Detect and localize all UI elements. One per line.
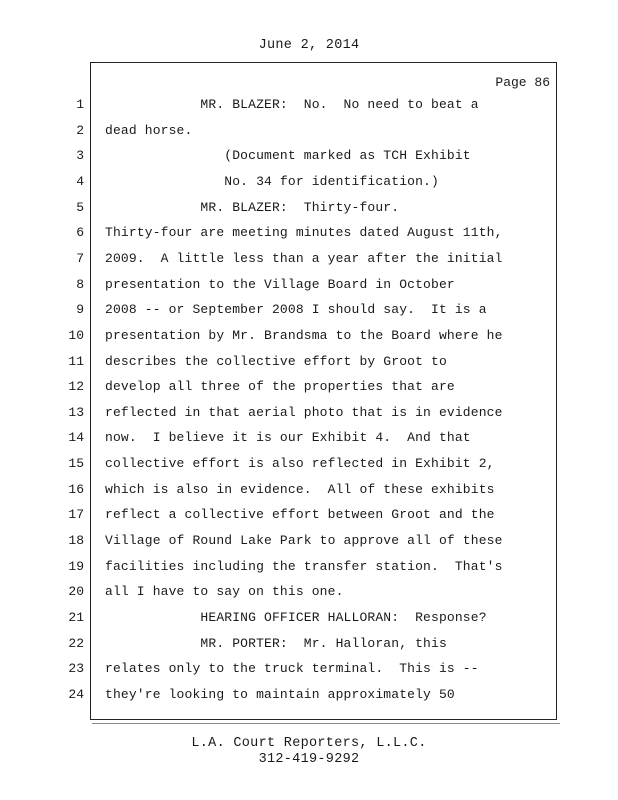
transcript-line-text: collective effort is also reflected in Exhibit 2, (105, 456, 495, 471)
transcript-line-text: all I have to say on this one. (105, 584, 344, 599)
line-number: 13 (68, 405, 84, 420)
line-number: 1 (76, 97, 84, 112)
transcript-line-text: develop all three of the properties that are (105, 379, 455, 394)
transcript-line-text: MR. PORTER: Mr. Halloran, this (105, 636, 447, 651)
line-number: 7 (76, 251, 84, 266)
line-number: 20 (68, 584, 84, 599)
transcript-line-text: facilities including the transfer station. That's (105, 559, 503, 574)
line-number: 23 (68, 661, 84, 676)
line-number: 19 (68, 559, 84, 574)
line-number: 3 (76, 148, 84, 163)
transcript-date: June 2, 2014 (258, 38, 360, 53)
line-number: 21 (68, 610, 84, 625)
transcript-line-text: 2009. A little less than a year after the initial (105, 251, 503, 266)
line-number: 22 (68, 636, 84, 651)
transcript-line-text: they're looking to maintain approximately 50 (105, 687, 455, 702)
footer-company: L.A. Court Reporters, L.L.C. (191, 736, 427, 751)
transcript-line-text: Thirty-four are meeting minutes dated August 11th, (105, 225, 503, 240)
line-number: 4 (76, 174, 84, 189)
line-number: 18 (68, 533, 84, 548)
transcript-line-text: reflected in that aerial photo that is in evidence (105, 405, 503, 420)
transcript-line-text: MR. BLAZER: No. No need to beat a (105, 97, 479, 112)
line-number: 14 (68, 430, 84, 445)
transcript-line-text: (Document marked as TCH Exhibit (105, 148, 471, 163)
line-number: 11 (68, 354, 84, 369)
line-number: 5 (76, 200, 84, 215)
line-number: 24 (68, 687, 84, 702)
transcript-line-text: 2008 -- or September 2008 I should say. It is a (105, 302, 487, 317)
line-number: 10 (68, 328, 84, 343)
line-number: 6 (76, 225, 84, 240)
transcript-line-text: MR. BLAZER: Thirty-four. (105, 200, 400, 215)
transcript-line-text: No. 34 for identification.) (105, 174, 439, 189)
transcript-line-text: HEARING OFFICER HALLORAN: Response? (105, 610, 487, 625)
transcript-line-text: Village of Round Lake Park to approve all of these (105, 533, 503, 548)
line-number: 9 (76, 302, 84, 317)
line-number: 16 (68, 482, 84, 497)
transcript-line-text: relates only to the truck terminal. This is -- (105, 661, 479, 676)
transcript-line-text: presentation to the Village Board in October (105, 277, 455, 292)
transcript-line-text: now. I believe it is our Exhibit 4. And that (105, 430, 471, 445)
line-number: 17 (68, 507, 84, 522)
transcript-line-text: reflect a collective effort between Groot and the (105, 507, 495, 522)
frame-shadow (92, 719, 560, 724)
transcript-line-text: which is also in evidence. All of these exhibits (105, 482, 495, 497)
line-number: 8 (76, 277, 84, 292)
page-number: Page 86 (495, 75, 550, 90)
line-number: 12 (68, 379, 84, 394)
transcript-line-text: describes the collective effort by Groot to (105, 354, 447, 369)
footer-phone: 312-419-9292 (258, 752, 360, 767)
line-number: 15 (68, 456, 84, 471)
transcript-line-text: presentation by Mr. Brandsma to the Board where he (105, 328, 503, 343)
line-number: 2 (76, 123, 84, 138)
transcript-line-text: dead horse. (105, 123, 193, 138)
